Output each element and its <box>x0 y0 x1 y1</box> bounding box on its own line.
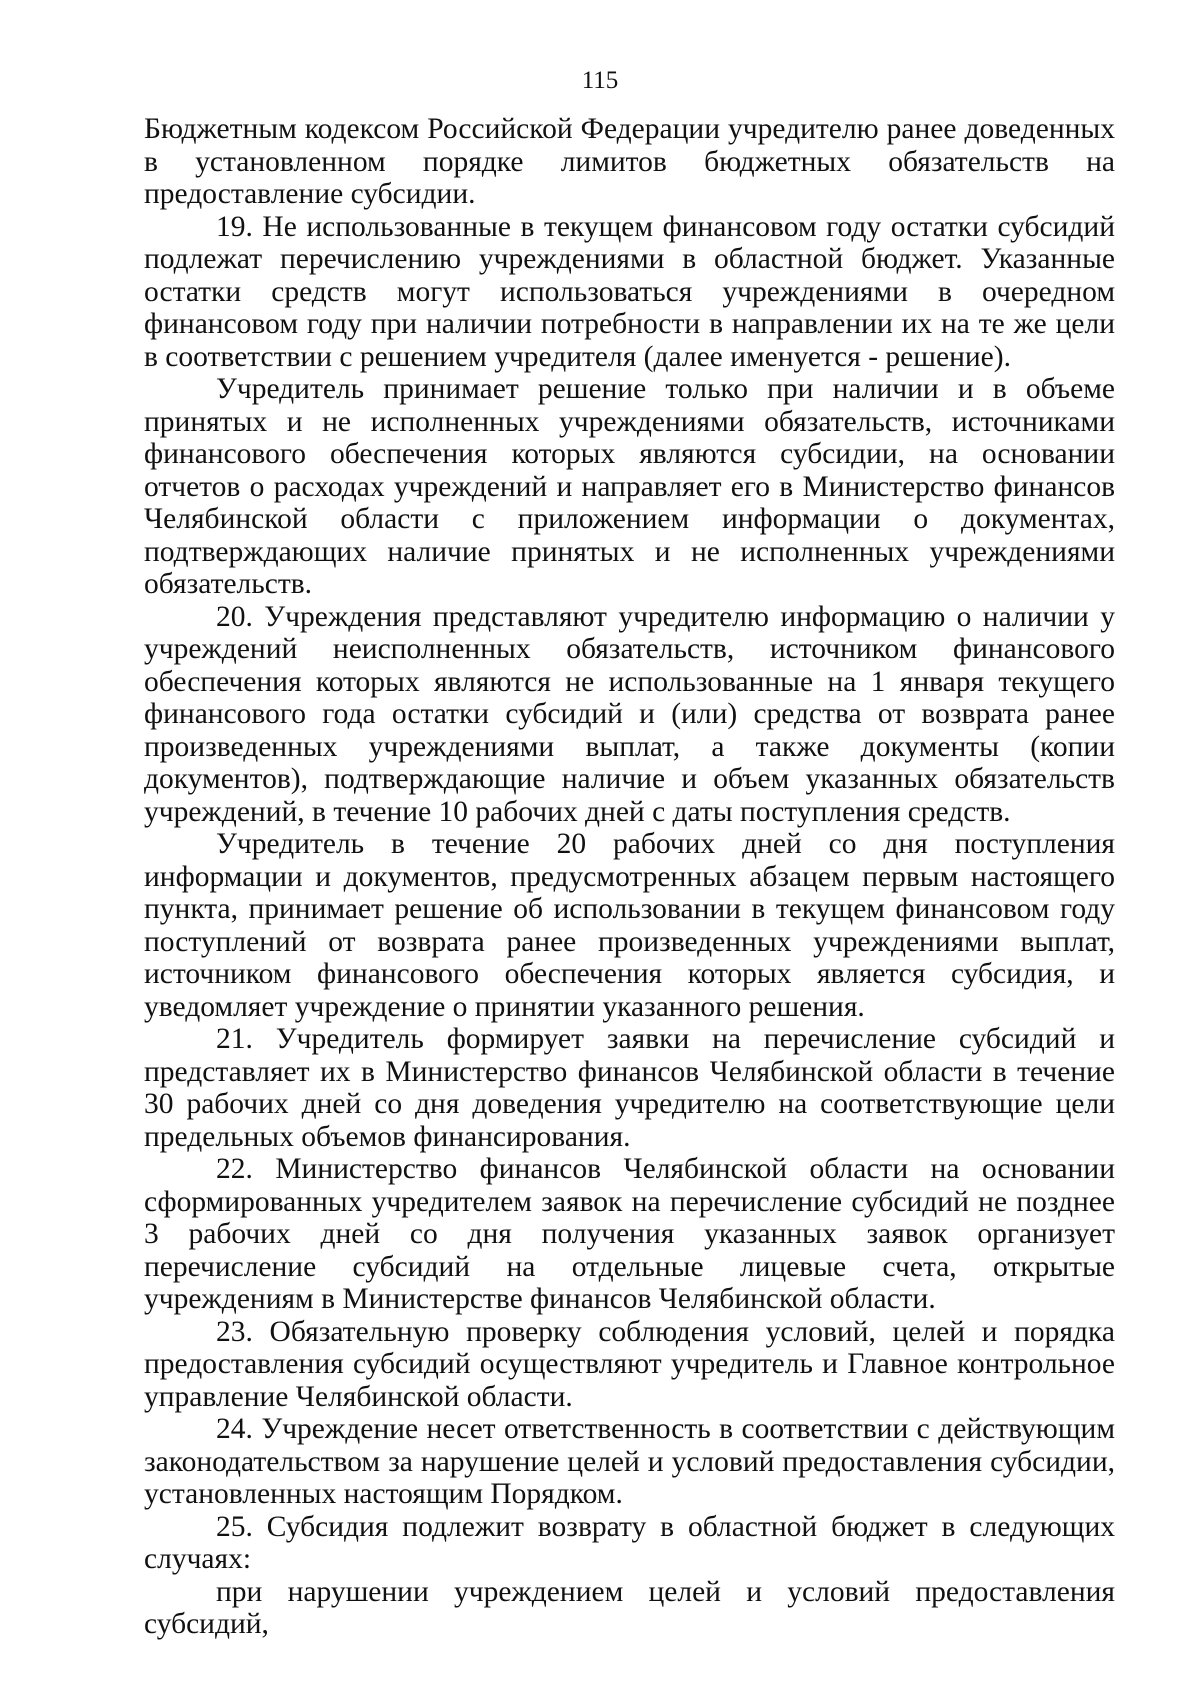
paragraph-item-19: 19. Не использованные в текущем финансовом году остатки субсидий подлежат перечислению учреждениями в областной бюджет. Указанные остатки средств могут использоваться учреждениями в очередном финансовом году при наличии потребности в направлении их на те же цели в соответствии с решением учредителя (далее именуется - решение). <box>144 210 1115 373</box>
paragraph-item-21: 21. Учредитель формирует заявки на перечисление субсидий и представляет их в Министерство финансов Челябинской области в течение 30 рабочих дней со дня доведения учредителю на соответствующие цели предельных объемов финансирования. <box>144 1023 1115 1153</box>
paragraph-founder-within-20-days: Учредитель в течение 20 рабочих дней со дня поступления информации и документов, предусмотренных абзацем первым настоящего пункта, принимает решение об использовании в текущем финансовом году поступлений от возврата ранее произведенных учреждениями выплат, источником финансового обеспечения которых является субсидия, и уведомляет учреждение о принятии указанного решения. <box>144 828 1115 1023</box>
paragraph-item-23: 23. Обязательную проверку соблюдения условий, целей и порядка предоставления субсидий осуществляют учредитель и Главное контрольное управление Челябинской области. <box>144 1315 1115 1413</box>
paragraph-item-25: 25. Субсидия подлежит возврату в областной бюджет в следующих случаях: <box>144 1510 1115 1575</box>
paragraph-item-22: 22. Министерство финансов Челябинской области на основании сформированных учредителем заявок на перечисление субсидий не позднее 3 рабочих дней со дня получения указанных заявок организует перечисление субсидий на отдельные лицевые счета, открытые учреждениям в Министерстве финансов Челябинской области. <box>144 1153 1115 1315</box>
paragraph-item-24: 24. Учреждение несет ответственность в соответствии с действующим законодательством за нарушение целей и условий предоставления субсидии, установленных настоящим Порядком. <box>144 1413 1115 1510</box>
paragraph-item-20: 20. Учреждения представляют учредителю информацию о наличии у учреждений неисполненных обязательств, источником финансового обеспечения которых являются не использованные на 1 января текущего финансового года остатки субсидий и (или) средства от возврата ранее произведенных учреждениями выплат, а также документы (копии документов), подтверждающие наличие и объем указанных обязательств учреждений, в течение 10 рабочих дней с даты поступления средств. <box>144 600 1115 828</box>
page-number: 115 <box>581 67 619 94</box>
document-body <box>144 113 1115 1641</box>
paragraph-founder-decision: Учредитель принимает решение только при наличии и в объеме принятых и не исполненных учреждениями обязательств, источниками финансового обеспечения которых являются субсидии, на основании отчетов о расходах учреждений и направляет его в Министерство финансов Челябинской области с приложением информации о документах, подтверждающих наличие принятых и не исполненных учреждениями обязательств. <box>144 373 1115 600</box>
paragraph-continuation: Бюджетным кодексом Российской Федерации учредителю ранее доведенных в установленном порядке лимитов бюджетных обязательств на предоставление субсидии. <box>144 113 1115 210</box>
paragraph-violation-case: при нарушении учреждением целей и условий предоставления субсидий, <box>144 1575 1115 1640</box>
